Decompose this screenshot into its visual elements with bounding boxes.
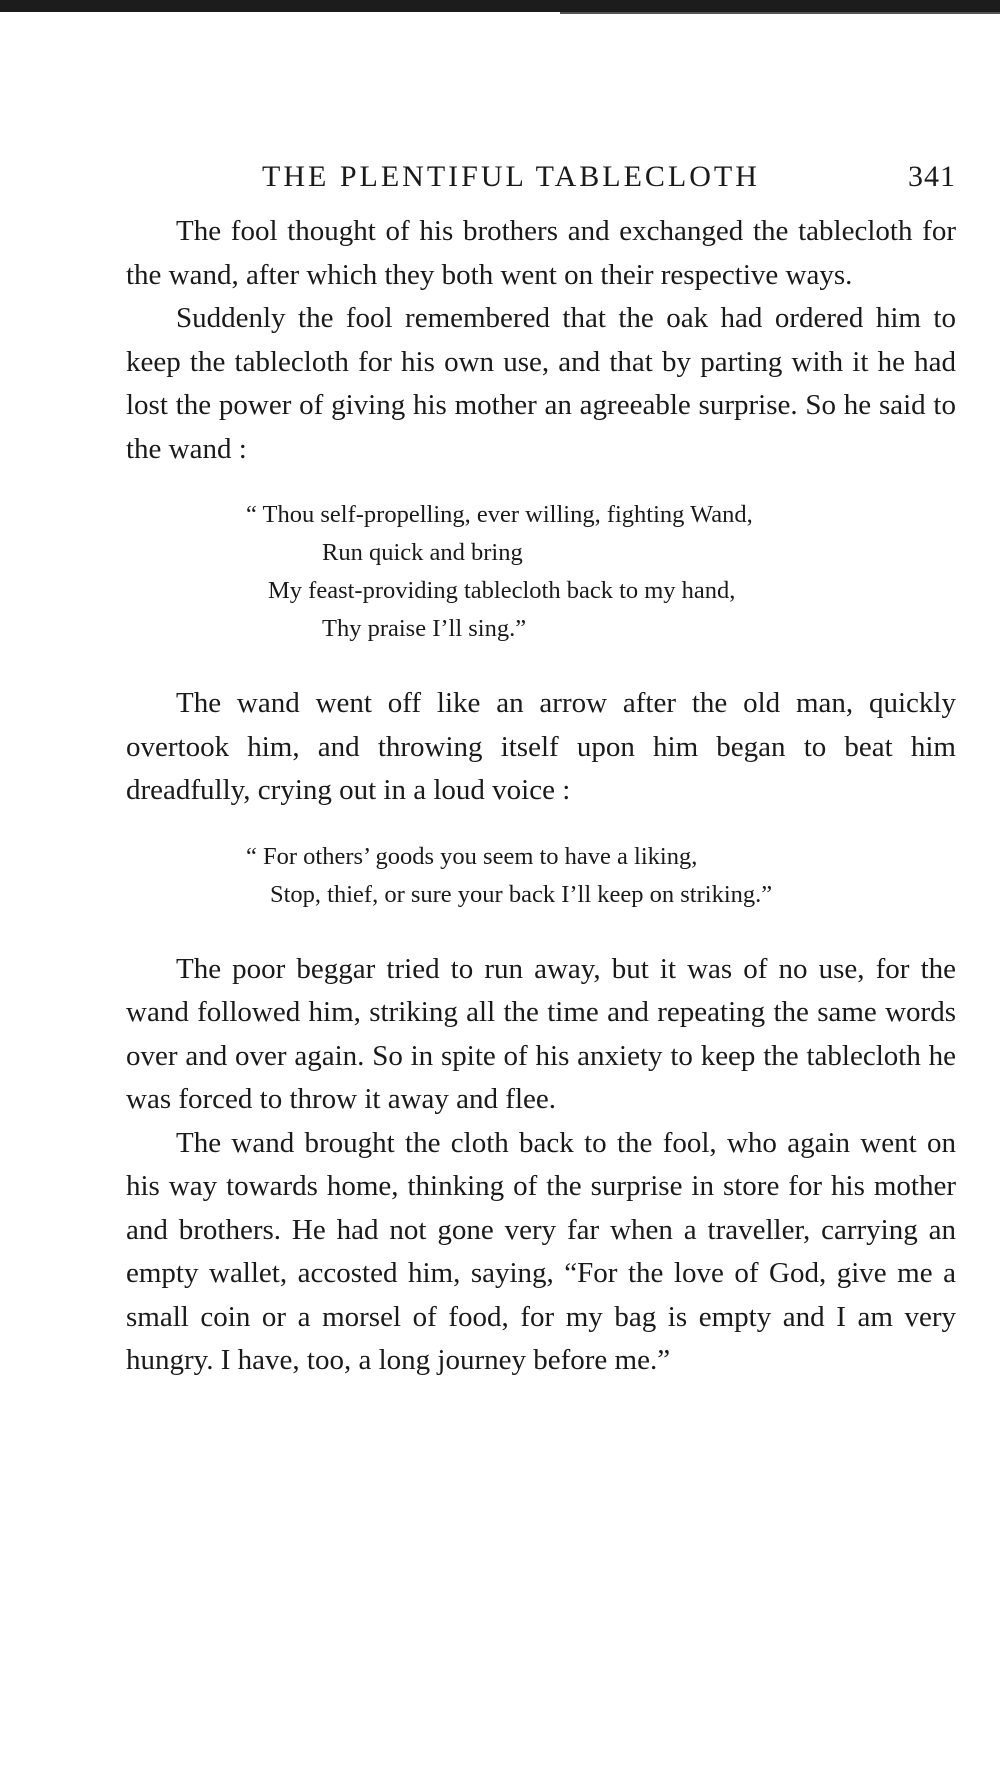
verse-line: “ Thou self-propelling, ever willing, fighting Wand, (246, 501, 753, 528)
verse-line: Stop, thief, or sure your back I’ll keep on striking.” (270, 880, 773, 908)
verse-line: Thy praise I’ll sing.” (322, 615, 527, 642)
verse-wand-command (126, 496, 956, 648)
verse-line: My feast-providing tablecloth back to my hand, (268, 577, 736, 604)
verse-wand-cry (126, 838, 956, 914)
top-border-rule-thin (560, 12, 1000, 14)
running-title: THE PLENTIFUL TABLECLOTH (262, 160, 760, 193)
running-header (126, 160, 956, 210)
paragraph-2: Suddenly the fool remembered that the oak had ordered him to keep the tablecloth for his own use, and that by parting with it he had lost the power of giving his mother an agreeable surprise. So he said to the wand : (126, 302, 956, 465)
paragraph-4: The poor beggar tried to run away, but it was of no use, for the wand followed him, striking all the time and repeating the same words over and over again. So in spite of his anxiety to keep the tablecloth he was forced to throw it away and flee. (126, 952, 956, 1115)
paragraph-5: The wand brought the cloth back to the fool, who again went on his way towards home, thinking of the surprise in store for his mother and brothers. He had not gone very far when a traveller, carrying an empty wallet, accosted him, saying, “For the love of God, give me a small coin or a morsel of food, for my bag is empty and I am very hungry. I have, too, a long journey before me.” (126, 1126, 956, 1376)
paragraph-3: The wand went off like an arrow after the old man, quickly overtook him, and throwing itself upon him began to beat him dreadfully, crying out in a loud voice : (126, 687, 956, 806)
book-page (126, 160, 956, 1383)
verse-line: “ For others’ goods you seem to have a liking, (246, 842, 698, 870)
page-number: 341 (908, 160, 956, 193)
paragraph-1: The fool thought of his brothers and exchanged the tablecloth for the wand, after which they both went on their respective ways. (126, 215, 956, 291)
top-border-rule (0, 0, 1000, 12)
verse-line: Run quick and bring (322, 539, 523, 566)
